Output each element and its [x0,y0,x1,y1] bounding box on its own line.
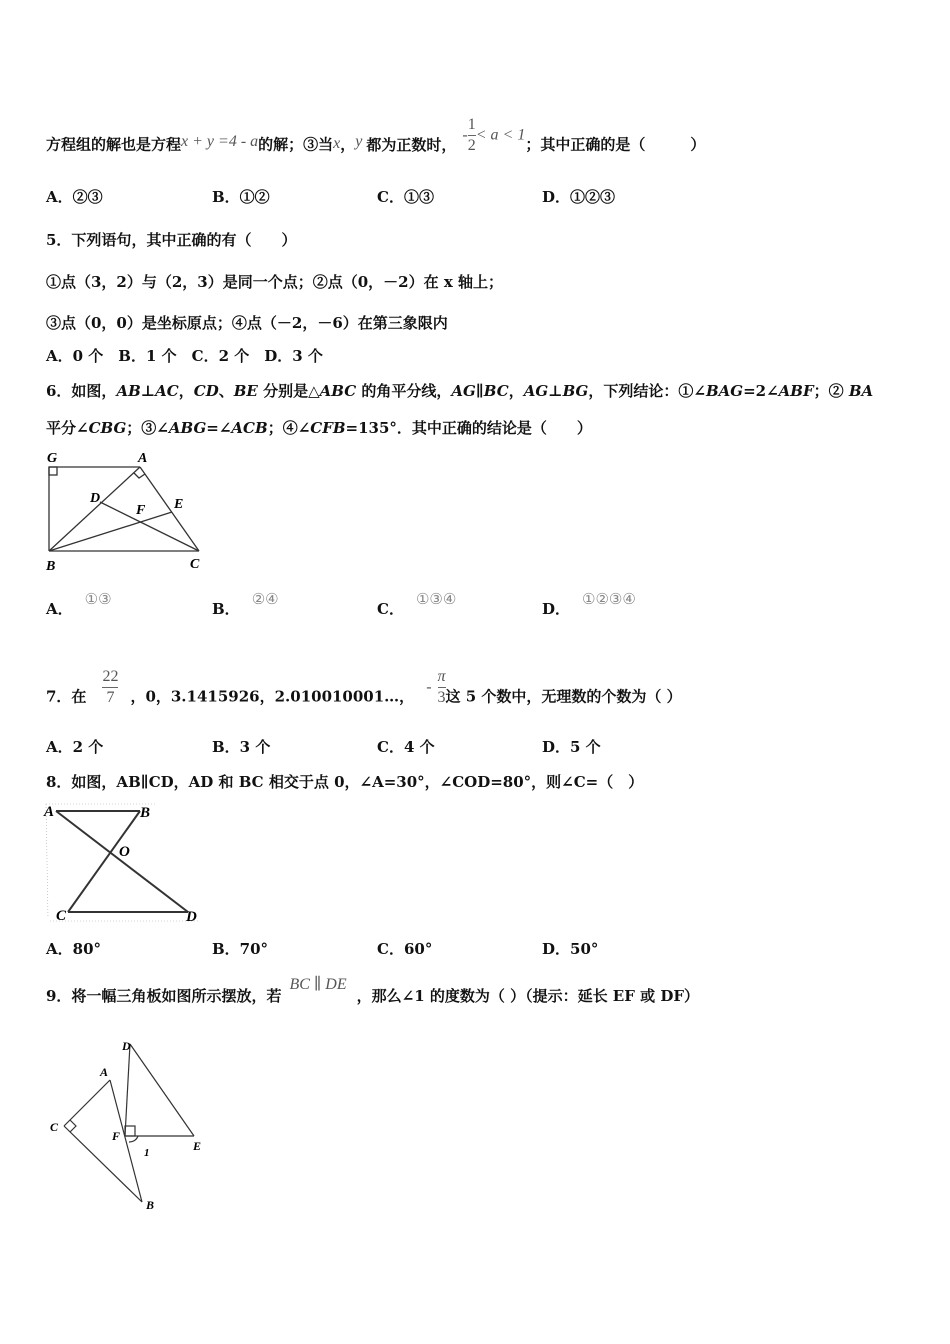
q6-right-angle-a [134,473,145,478]
q6-comma2: ， [508,382,524,400]
q6-acb: ACB [231,419,268,437]
q7-stem [46,668,682,717]
q9-stem [46,976,699,1006]
q7-minus: - [426,678,432,696]
q9-seg-cb [64,1126,142,1202]
q4-half-fraction [468,116,476,155]
q7-option-c[interactable]: C．4 个 [377,738,435,756]
q4-option-c[interactable]: C．①③ [377,188,434,206]
q4-text-2: 的解；③当 [258,135,334,154]
q4-inequality [462,116,525,155]
q5-statement-2: ③点（0，0）是坐标原点；④点（－2，－6）在第三象限内 [46,314,448,332]
q6-t10: ；④∠ [267,419,311,437]
q6-label-d: D [90,491,101,506]
q4-var-x: x [333,134,341,152]
q6-be: BE [233,382,258,400]
q9-right-angle-f [125,1126,135,1136]
q8-option-d[interactable]: D．50° [542,940,599,958]
q6-option-b-value: ②④ [251,590,279,608]
q4-stem-line [46,116,706,165]
q6-seg-ac [140,467,199,551]
q4-equation: x + y =4 - a [181,132,259,150]
q6-option-d-letter: D． [542,600,571,618]
q8-label-a: A [44,804,55,820]
q7-text-1: 7．在 [46,687,87,706]
q7-text-3: 这 5 个数中，无理数的个数为（ ） [445,687,682,706]
q4-comma: ， [340,135,356,154]
q9-figure-lines [64,1044,194,1202]
q6-t4: ，下列结论：①∠ [588,382,706,400]
q6-t9: =∠ [206,419,232,437]
q8-stem: 8．如图，AB∥CD，AD 和 BC 相交于点 0，∠A=30°，∠COD=80°，则∠C=（ ） [46,773,644,791]
q8-label-o: O [119,844,130,860]
q9-text-1: 9．将一幅三角板如图所示摆放，若 [46,987,282,1005]
q8-figure [42,800,207,925]
q8-option-c[interactable]: C．60° [377,940,433,958]
q9-label-f: F [112,1129,121,1143]
q6-label-f: F [136,503,146,518]
q6-t11: =135°．其中正确的结论是（ ） [345,419,592,437]
q7-frac-den: 7 [106,689,115,706]
q6-right-angle-g [49,467,57,475]
q6-abc: ABC [319,382,357,400]
q9-text-2: ，那么∠1 的度数为（ ）（提示：延长 EF 或 DF） [356,987,699,1005]
q6-option-a-value: ①③ [84,590,112,608]
q4-text-1: 方程组的解也是方程 [46,135,182,154]
q6-ba: BA [848,382,874,400]
q6-perp2: ⊥ [548,382,563,400]
q5-options[interactable]: A．0 个 B．1 个 C．2 个 D．3 个 [46,347,323,365]
q4-frac-den: 2 [467,137,476,154]
q4-option-b[interactable]: B．①② [212,188,270,206]
q8-label-b: B [140,805,151,821]
q6-ag: AG [523,382,549,400]
q6-comma: ， [178,382,194,400]
q9-label-angle-1: 1 [144,1147,150,1159]
q6-ac: AC [155,382,179,400]
q6-option-a[interactable] [46,590,112,619]
q6-option-a-letter: A． [46,600,73,618]
q6-option-b-letter: B． [212,600,240,618]
q4-option-a[interactable]: A．②③ [46,188,103,206]
q6-ag-bc: AG∥BC [451,382,509,400]
q4-option-d[interactable]: D．①②③ [542,188,616,206]
q6-label-e: E [174,497,184,512]
q6-bg: BG [562,382,589,400]
q9-label-c: C [50,1120,59,1134]
q8-option-b[interactable]: B．70° [212,940,269,958]
q6-label-c: C [190,557,200,572]
q7-option-d[interactable]: D．5 个 [542,738,601,756]
q4-frac-num: 1 [467,116,476,133]
q8-seg-bc [68,811,140,912]
q6-label-a: A [138,451,148,466]
q6-cbg: CBG [88,419,127,437]
q7-option-a[interactable]: A．2 个 [46,738,104,756]
q7-pi-num: π [437,668,446,685]
q9-seg-de [130,1044,194,1136]
q6-t5: =2∠ [743,382,779,400]
q6-t6: ；② [813,382,849,400]
q7-text-2: ，0，3.1415926，2.010010001…， [130,687,415,706]
q6-stem-line-2 [46,417,592,438]
q9-seg-dfline [125,1044,130,1136]
q6-seg-ab [49,467,140,551]
q8-label-c: C [56,908,67,924]
q7-frac-num: 22 [102,668,119,685]
q4-frac-bar [468,135,476,136]
q6-label-b: B [46,559,56,574]
q7-pi-fraction [438,668,446,707]
q9-label-a: A [100,1065,109,1079]
q8-seg-ad [56,811,188,912]
q9-right-angle-c [70,1120,76,1132]
q4-ineq-right: < a < 1 [475,126,526,144]
q6-perp: ⊥ [140,382,156,400]
q6-t7: 平分∠ [46,419,89,437]
q6-figure [42,446,212,576]
q6-bag: BAG [705,382,744,400]
q8-figure-lines [56,811,188,912]
q9-angle-1-arc [129,1136,138,1142]
q6-seg-cd [100,502,199,551]
q7-pi-den: 3 [437,689,446,706]
q6-t2: 分别是△ [257,382,320,400]
q6-option-c[interactable] [377,590,457,619]
q6-t3: 的角平分线， [356,382,452,400]
q6-option-d-value: ①②③④ [582,590,636,608]
q9-label-b: B [146,1198,155,1212]
q5-statement-1: ①点（3，2）与（2，3）是同一个点；②点（0，－2）在 x 轴上； [46,273,504,291]
q9-seg-ac [64,1080,110,1126]
q6-stem-line-1 [46,380,873,401]
q6-cfb: CFB [310,419,346,437]
q7-option-b[interactable]: B．3 个 [212,738,271,756]
q6-cd: CD [193,382,219,400]
q8-label-d: D [186,909,197,925]
q7-neg-pi [426,668,445,707]
q8-hatch-left [46,804,48,918]
q9-condition: BC ∥ DE [289,976,347,993]
q9-figure [42,1032,217,1217]
q7-frac-bar [102,687,118,688]
q6-option-b[interactable] [212,590,279,619]
q6-abg: ABG [168,419,207,437]
q5-stem: 5．下列语句，其中正确的有（ ） [46,231,297,249]
q4-var-y: y [355,132,363,150]
q9-label-d: D [122,1039,131,1053]
q4-text-4: ；其中正确的是（ ） [525,135,706,154]
q4-ineq-minus: - [462,126,468,144]
q6-abf: ABF [778,382,814,400]
q6-option-c-letter: C． [377,600,404,618]
q4-text-3: 都为正数时， [366,135,457,154]
q6-label-g: G [47,451,58,466]
q6-dun: 、 [218,382,234,400]
q7-pi-bar [438,687,446,688]
q6-option-c-value: ①③④ [415,590,457,608]
q9-label-e: E [193,1139,202,1153]
q7-fraction-22-7 [102,668,118,707]
q6-t8: ；③∠ [126,419,169,437]
q6-option-d[interactable] [542,590,636,619]
q6-seg-be [49,512,172,551]
q8-option-a[interactable]: A．80° [46,940,102,958]
q6-t: 6．如图， [46,382,117,400]
q6-ab: AB [116,382,141,400]
